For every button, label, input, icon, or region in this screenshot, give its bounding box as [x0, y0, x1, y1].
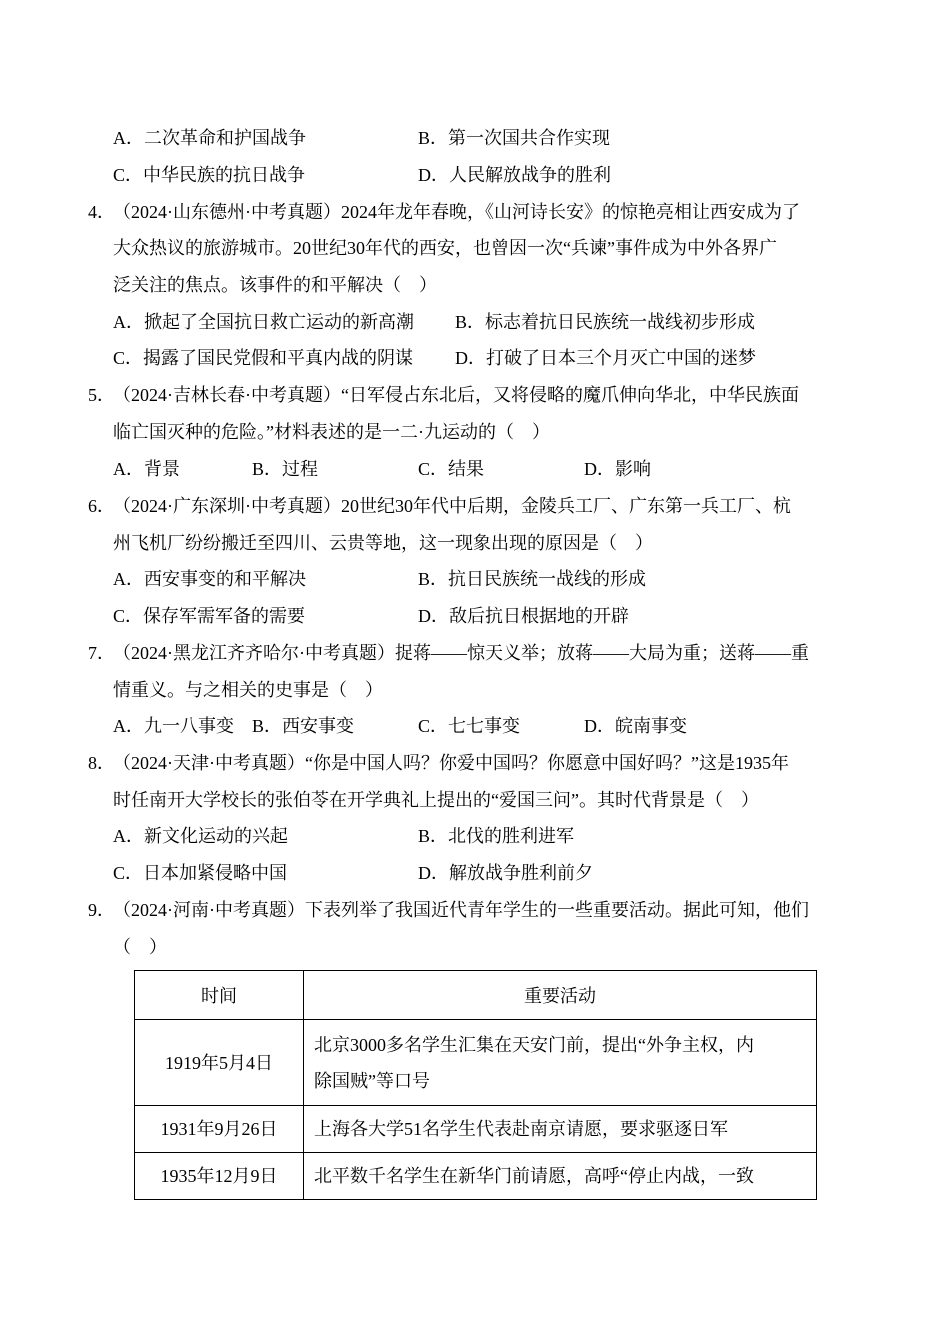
q7-option-a: A．九一八事变 — [113, 716, 234, 736]
q3-option-a: A．二次革命和护国战争 — [113, 128, 306, 148]
q9-stem-line: （2024·河南·中考真题）下表列举了我国近代青年学生的一些重要活动。据此可知，他们 — [113, 900, 809, 920]
q7-option-b: B．西安事变 — [252, 716, 355, 736]
q6-stem-line: （2024·广东深圳·中考真题）20世纪30年代中后期，金陵兵工厂、广东第一兵工厂、杭 — [113, 496, 791, 516]
q6-option-d: D．敌后抗日根据地的开辟 — [418, 606, 629, 626]
header-time: 时间 — [135, 971, 304, 1020]
q8-option-b: B．北伐的胜利进军 — [418, 826, 575, 846]
q8-stem-line: 时任南开大学校长的张伯苓在开学典礼上提出的“爱国三问”。其时代背景是（ ） — [113, 790, 759, 810]
q5-option-b: B．过程 — [252, 459, 319, 479]
table-header-row — [135, 971, 817, 1020]
q4-stem-line: （2024·山东德州·中考真题）2024年龙年春晚，《山河诗长安》的惊艳亮相让西安成为了 — [113, 202, 800, 222]
q7-option-c: C．七七事变 — [418, 716, 521, 736]
q4-option-d: D．打破了日本三个月灭亡中国的迷梦 — [455, 348, 756, 368]
q4-option-c: C．揭露了国民党假和平真内战的阴谋 — [113, 348, 414, 368]
q6-option-b: B．抗日民族统一战线的形成 — [418, 569, 647, 589]
q4-option-b: B．标志着抗日民族统一战线初步形成 — [455, 312, 756, 332]
q6-option-c: C．保存军需军备的需要 — [113, 606, 306, 626]
q6-stem-line: 州飞机厂纷纷搬迁至四川、云贵等地，这一现象出现的原因是（ ） — [113, 533, 653, 553]
q8-option-c: C．日本加紧侵略中国 — [113, 863, 288, 883]
activity-line: 北京3000多名学生汇集在天安门前，提出“外争主权，内 — [314, 1034, 754, 1055]
q4-stem-line: 大众热议的旅游城市。20世纪30年代的西安，也曾因一次“兵谏”事件成为中外各界广 — [113, 238, 777, 258]
student-activities-table — [134, 970, 817, 1200]
q8-number: 8． — [88, 753, 115, 773]
q4-stem-line: 泛关注的焦点。该事件的和平解决（ ） — [113, 275, 437, 295]
table-row — [135, 1153, 817, 1200]
q5-option-c: C．结果 — [418, 459, 485, 479]
q7-number: 7． — [88, 643, 115, 663]
cell-time: 1935年12月9日 — [135, 1153, 304, 1200]
q3-option-c: C．中华民族的抗日战争 — [113, 165, 306, 185]
q7-stem-line: （2024·黑龙江齐齐哈尔·中考真题）捉蒋——惊天义举；放蒋——大局为重；送蒋——重 — [113, 643, 809, 663]
q6-option-a: A．西安事变的和平解决 — [113, 569, 306, 589]
q5-stem-line: （2024·吉林长春·中考真题）“日军侵占东北后，又将侵略的魔爪伸向华北，中华民族面 — [113, 385, 799, 405]
cell-activity — [304, 1020, 817, 1106]
q3-option-d: D．人民解放战争的胜利 — [418, 165, 611, 185]
q3-option-b: B．第一次国共合作实现 — [418, 128, 611, 148]
q5-option-d: D．影响 — [584, 459, 651, 479]
table-row — [135, 1106, 817, 1153]
cell-activity: 上海各大学51名学生代表赴南京请愿，要求驱逐日军 — [304, 1106, 817, 1153]
q4-number: 4． — [88, 202, 115, 222]
q5-number: 5． — [88, 385, 115, 405]
q8-option-d: D．解放战争胜利前夕 — [418, 863, 593, 883]
table-row — [135, 1020, 817, 1106]
q5-stem-line: 临亡国灭种的危险。”材料表述的是一二·九运动的（ ） — [113, 422, 550, 442]
q9-stem-line: （ ） — [113, 937, 167, 957]
cell-activity: 北平数千名学生在新华门前请愿，高呼“停止内战，一致 — [304, 1153, 817, 1200]
header-activity: 重要活动 — [304, 971, 817, 1020]
q8-stem-line: （2024·天津·中考真题）“你是中国人吗？你爱中国吗？你愿意中国好吗？”这是1935年 — [113, 753, 789, 773]
q7-option-d: D．皖南事变 — [584, 716, 687, 736]
activity-line: 除国贼”等口号 — [314, 1070, 430, 1091]
cell-time: 1919年5月4日 — [135, 1020, 304, 1106]
q7-stem-line: 情重义。与之相关的史事是（ ） — [113, 680, 383, 700]
q9-number: 9． — [88, 900, 115, 920]
q5-option-a: A．背景 — [113, 459, 180, 479]
q6-number: 6． — [88, 496, 115, 516]
q8-option-a: A．新文化运动的兴起 — [113, 826, 288, 846]
q4-option-a: A．掀起了全国抗日救亡运动的新高潮 — [113, 312, 414, 332]
cell-time: 1931年9月26日 — [135, 1106, 304, 1153]
